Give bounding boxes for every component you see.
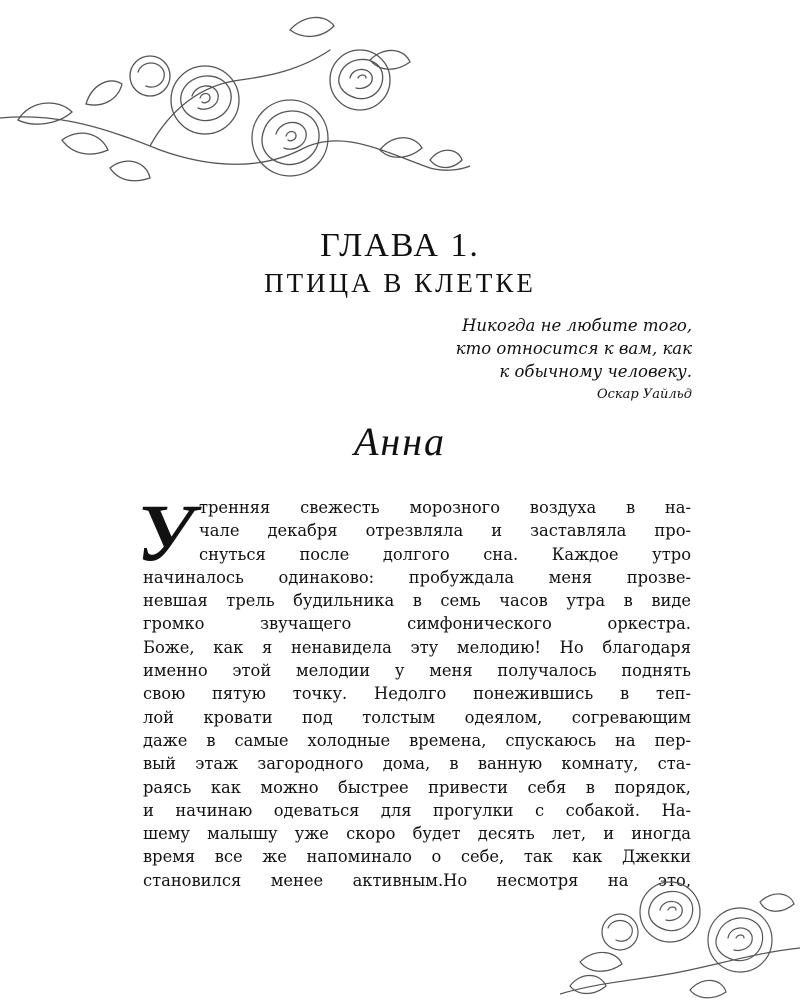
body-line: чале декабря отрезвляла и заставляла про-: [199, 521, 691, 541]
body-line: и начинаю одеваться для прогулки с собакой. На-: [143, 800, 691, 820]
chapter-number: ГЛАВА 1.: [320, 227, 480, 264]
body-line: раясь как можно быстрее привести себя в порядок,: [143, 777, 691, 797]
rose-cluster-bottom-ornament: [560, 862, 800, 1000]
body-line: тренняя свежесть морозного воздуха в на-: [199, 498, 691, 517]
epigraph-author: Оскар Уайльд: [596, 387, 692, 402]
body-line: даже в самые холодные времена, спускаюсь на пер-: [143, 730, 691, 750]
body-line: шему малышу уже скоро будет десять лет, и иногда: [143, 824, 691, 844]
narrator-name: Анна: [353, 419, 447, 464]
body-line: становился менее активным.Но несмотря на это,: [143, 870, 691, 890]
epigraph-line: кто относится к вам, как: [455, 339, 692, 358]
body-line: снуться после долгого сна. Каждое утро: [199, 544, 691, 564]
chapter-title: ПТИЦА В КЛЕТКЕ: [264, 268, 536, 298]
chapter-heading: [0, 226, 800, 300]
epigraph-line: Никогда не любите того,: [461, 316, 692, 335]
body-line: начиналось одинаково: пробуждала меня прозве-: [143, 567, 691, 587]
drop-cap: У: [137, 487, 195, 578]
body-line: свою пятую точку. Недолго понежившись в теп-: [143, 684, 691, 704]
body-line: вый этаж загородного дома, в ванную комнату, ста-: [143, 754, 691, 774]
body-line: лой кровати под толстым одеялом, согревающим: [143, 707, 691, 727]
body-line: невшая трель будильника в семь часов утра в виде: [143, 591, 691, 611]
body-line: громко звучащего симфонического оркестра.: [143, 614, 691, 634]
epigraph: [392, 314, 692, 406]
chapter-body-text: [137, 487, 691, 892]
rose-vine-top-ornament: [0, 0, 470, 190]
body-line: Боже, как я ненавидела эту мелодию! Но благодаря: [143, 637, 691, 657]
body-line: время все же напоминало о себе, так как Джекки: [143, 847, 691, 867]
body-line: именно этой мелодии у меня получалось поднять: [143, 661, 691, 681]
epigraph-line: к обычному человеку.: [499, 362, 692, 381]
